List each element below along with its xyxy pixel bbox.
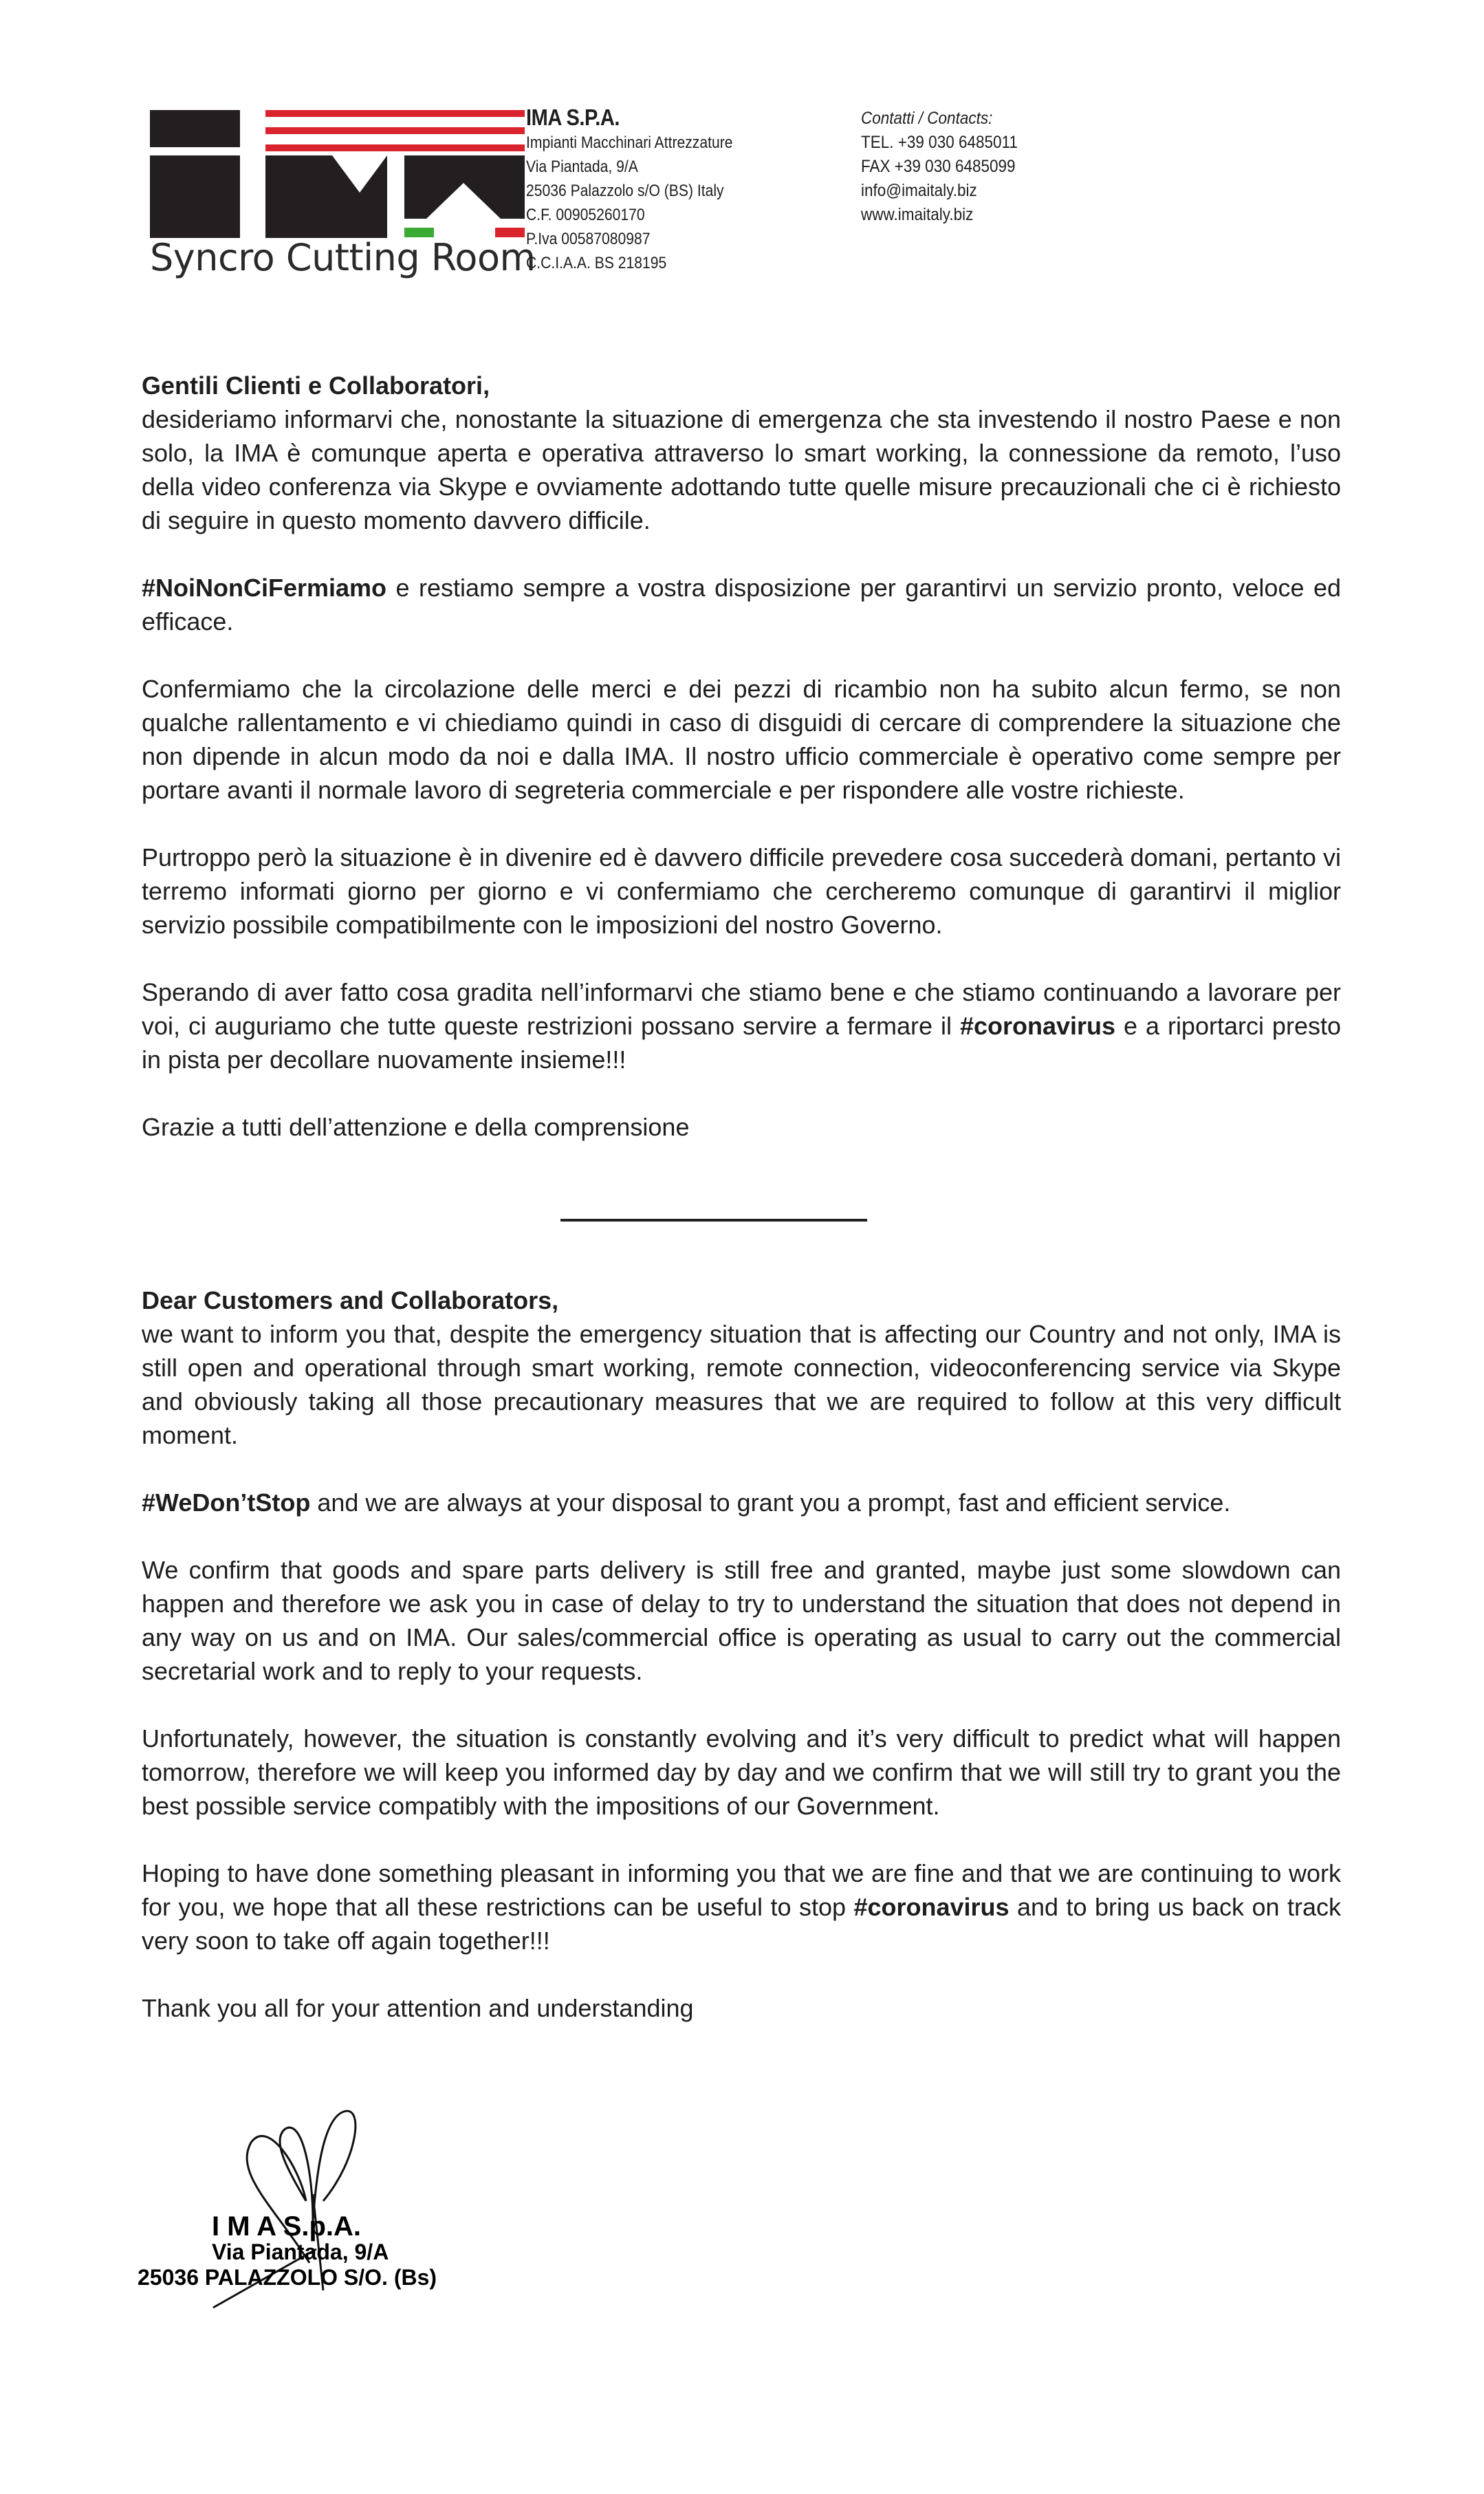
- italian-paragraph-5-tail: e a riportarci presto in pista per decollare nuovamente insieme!!!: [142, 1012, 1341, 1074]
- italian-paragraph-2-text: e restiamo sempre a vostra disposizione per garantirvi un servizio pronto, veloce ed efficace.: [142, 574, 1341, 636]
- italian-greeting: [142, 369, 1341, 402]
- italian-letter: [142, 369, 1341, 1178]
- signature-scribble-icon: [138, 2091, 481, 2318]
- english-paragraph-1: we want to inform you that, despite the emergency situation that is affecting our Country and not only, IMA is still open and operational through smart working, remote connection, videoconferencing service via Skype and obviously taking all those precautionary measures that we are required to follow at this very difficult moment.: [142, 1320, 1341, 1449]
- contact-phone: TEL. +39 030 6485011: [861, 133, 1018, 152]
- english-greeting: [142, 1283, 1341, 1317]
- contacts-title: Contatti / Contacts:: [861, 109, 993, 128]
- english-paragraph-2-text: and we are always at your disposal to grant you a prompt, fast and efficient service.: [310, 1488, 1231, 1517]
- company-name: IMA S.P.A.: [526, 105, 620, 130]
- italian-paragraph-4: Purtroppo però la situazione è in divenire ed è davvero difficile prevedere cosa succederà domani, pertanto vi terremo informati giorno per giorno e vi confermiamo che cercheremo comunque di garantirvi il miglior servizio possibile compatibilmente con le imposizioni del nostro Governo.: [142, 843, 1341, 939]
- english-paragraph-4: Unfortunately, however, the situation is constantly evolving and it’s very difficult to predict what will happen tomorrow, therefore we will keep you informed day by day and we confirm that we will still try to grant you the best possible service compatibly with the impositions of our Government.: [142, 1724, 1341, 1820]
- contacts-block: [861, 107, 1035, 227]
- english-greeting-text: Dear Customers and Collaborators,: [142, 1286, 559, 1314]
- italian-paragraph-1: desideriamo informarvi che, nonostante la situazione di emergenza che sta investendo il nostro Paese e non solo, la IMA è comunque aperta e operativa attraverso lo smart working, la connessione da remoto, l’uso della video conferenza via Skype e ovviamente adottando tutte quelle misure precauzionali che ci è richiesto di seguire in questo momento davvero difficile.: [142, 405, 1341, 534]
- company-address: Via Piantada, 9/A: [526, 158, 638, 176]
- company-cciaa: C.C.I.A.A. BS 218195: [526, 254, 667, 272]
- logo-caption: Syncro Cutting Room: [150, 236, 536, 279]
- italian-greeting-text: Gentili Clienti e Collaboratori: [142, 371, 483, 400]
- hashtag-noinoncifermiamo: #NoiNonCiFermiamo: [142, 574, 387, 602]
- english-letter: [142, 1283, 1341, 2059]
- section-divider: [560, 1219, 867, 1222]
- contact-fax: FAX +39 030 6485099: [861, 157, 1016, 176]
- stamp-line-2: Via Piantada, 9/A: [212, 2240, 389, 2264]
- company-logo: [150, 109, 536, 288]
- hashtag-coronavirus: #coronavirus: [959, 1012, 1116, 1040]
- company-info: [526, 105, 761, 275]
- italian-closing: Grazie a tutti dell’attenzione e della comprensione: [142, 1113, 690, 1141]
- stamp-line-1: I M A S.p.A.: [212, 2211, 362, 2242]
- stamp-line-3: 25036 PALAZZOLO S/O. (Bs): [138, 2265, 437, 2290]
- english-paragraph-5-text: Hoping to have done something pleasant in informing you that we are fine and that we are continuing to work for you, we hope that all these restrictions can be useful to stop: [142, 1859, 1341, 1921]
- contact-website-link[interactable]: www.imaitaly.biz: [861, 205, 974, 224]
- company-cf: C.F. 00905260170: [526, 206, 645, 224]
- english-paragraph-2: [142, 1486, 1341, 1519]
- italian-paragraph-5: [142, 975, 1341, 1076]
- signature-stamp: [138, 2091, 481, 2318]
- company-city: 25036 Palazzolo s/O (BS) Italy: [526, 182, 724, 200]
- hashtag-coronavirus: #coronavirus: [853, 1893, 1010, 1921]
- company-vat: P.Iva 00587080987: [526, 230, 651, 248]
- italian-paragraph-5-text: Sperando di aver fatto cosa gradita nell’informarvi che stiamo bene e che stiamo continuando a lavorare per voi, ci auguriamo che tutte queste restrizioni possano servire a fermare il: [142, 978, 1341, 1040]
- english-closing: Thank you all for your attention and understanding: [142, 1994, 694, 2022]
- company-line: Impianti Macchinari Attrezzature: [526, 133, 733, 152]
- english-paragraph-5-tail: and to bring us back on track very soon to take off again together!!!: [142, 1893, 1342, 1955]
- italian-paragraph-3: Confermiamo che la circolazione delle merci e dei pezzi di ricambio non ha subito alcun fermo, se non qualche rallentamento e vi chiediamo quindi in caso di disguidi di cercare di comprendere la situazione che non dipende in alcun modo da noi e dalla IMA. Il nostro ufficio commerciale è operativo come sempre per portare avanti il normale lavoro di segreteria commerciale e per rispondere alle vostre richieste.: [142, 675, 1341, 804]
- greeting-comma: ,: [483, 371, 490, 400]
- hashtag-wedontstop: #WeDon’tStop: [142, 1488, 311, 1517]
- ima-logo-mark-icon: [150, 109, 525, 239]
- english-paragraph-3: We confirm that goods and spare parts delivery is still free and granted, maybe just some slowdown can happen and therefore we ask you in case of delay to try to understand the situation that does not depend in any way on us and on IMA. Our sales/commercial office is operating as usual to carry out the commercial secretarial work and to reply to your requests.: [142, 1556, 1341, 1685]
- italian-paragraph-2: [142, 571, 1341, 638]
- english-paragraph-5: [142, 1856, 1341, 1958]
- contact-email-link[interactable]: info@imaitaly.biz: [861, 181, 977, 200]
